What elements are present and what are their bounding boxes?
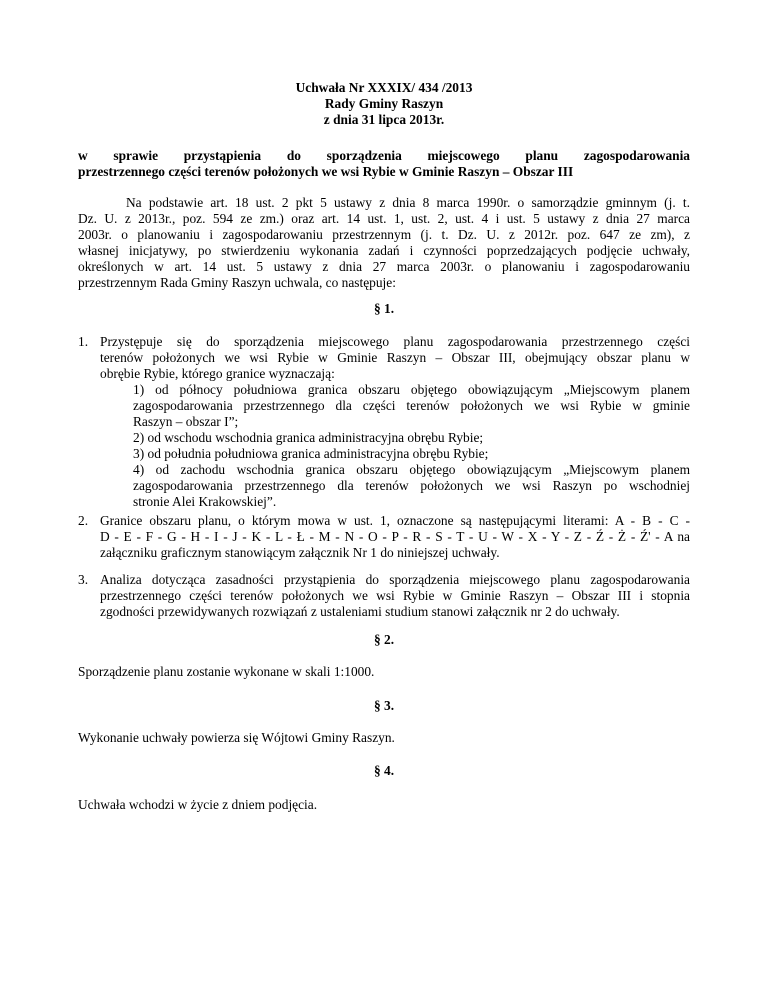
resolution-header (0, 80, 768, 128)
section-heading-4: § 4. (373, 763, 395, 778)
paragraph-4-text: Uchwała wchodzi w życie z dniem podjęcia. (78, 797, 318, 812)
paragraph-1-item-3 (78, 572, 690, 620)
point-line: zagospodarowania przestrzennego dla części terenów położonych we wsi Rybie w gminie (133, 398, 690, 413)
point-line: zagospodarowania przestrzennego dla terenów położonych we wsi Raszyn po wschodniej (133, 478, 690, 493)
section-heading-2: § 2. (373, 632, 395, 647)
item-number: 3. (78, 572, 89, 587)
preamble-line: przestrzennym Rada Gminy Raszyn uchwala, co następuje: (78, 275, 396, 290)
preamble (78, 195, 690, 291)
preamble-line: Dz. U. z 2013r., poz. 594 ze zm.) oraz art. 14 ust. 1, ust. 2, ust. 4 i ust. 5 ustawy z dnia 27 marca (78, 211, 690, 226)
paragraph-1-item-2 (78, 513, 690, 561)
item-line: załączniku graficznym stanowiącym załącznik Nr 1 do niniejszej uchwały. (100, 545, 500, 560)
resolution-title: Uchwała Nr XXXIX/ 434 /2013 (295, 80, 473, 95)
resolution-date: z dnia 31 lipca 2013r. (323, 112, 445, 127)
item-line: terenów położonych we wsi Rybie w Gminie Raszyn – Obszar III, obejmujący obszar planu w (100, 350, 690, 365)
subject-line: przestrzennego części terenów położonych we wsi Rybie w Gminie Raszyn – Obszar III (78, 164, 574, 179)
resolution-subject (78, 148, 690, 180)
paragraph-2-text: Sporządzenie planu zostanie wykonane w skali 1:1000. (78, 664, 375, 679)
item-line: Granice obszaru planu, o którym mowa w ust. 1, oznaczone są następującymi literami: A - B - C - (100, 513, 690, 528)
section-heading-3: § 3. (373, 698, 395, 713)
item-line: D - E - F - G - H - I - J - K - L - Ł - M - N - O - P - R - S - T - U - W - X - Y - Z - Ź - Ż - Ź' - A na (100, 529, 690, 544)
item-line: Analiza dotycząca zasadności przystąpienia do sporządzenia miejscowego planu zagospodarowania (100, 572, 690, 587)
paragraph-3-text: Wykonanie uchwały powierza się Wójtowi Gminy Raszyn. (78, 730, 395, 745)
paragraph-1-item-1 (78, 334, 690, 510)
preamble-line: 2003r. o planowaniu i zagospodarowaniu przestrzennym (j. t. Dz. U. z 2012r. poz. 647 ze zm), z (78, 227, 690, 242)
resolution-org: Rady Gminy Raszyn (324, 96, 444, 111)
point-line: 2) od wschodu wschodnia granica administracyjna obrębu Rybie; (133, 430, 484, 445)
point-line: 4) od zachodu wschodnia granica obszaru objętego obowiązującym „Miejscowym planem (133, 462, 690, 477)
subject-line: w sprawie przystąpienia do sporządzenia miejscowego planu zagospodarowania (78, 148, 690, 163)
item-line: przestrzennego części terenów położonych we wsi Rybie w Gminie Raszyn – Obszar III i stopnia (100, 588, 690, 603)
item-line: zgodności przewidywanych rozwiązań z ustaleniami studium stanowi załącznik nr 2 do uchwały. (100, 604, 620, 619)
item-number: 2. (78, 513, 89, 528)
preamble-line: określonych w art. 14 ust. 5 ustawy z dnia 27 marca 2003r. o planowaniu i zagospodarowaniu (78, 259, 690, 274)
preamble-line: Na podstawie art. 18 ust. 2 pkt 5 ustawy z dnia 8 marca 1990r. o samorządzie gminnym (j. t. (126, 195, 690, 210)
item-line: Przystępuje się do sporządzenia miejscowego planu zagospodarowania przestrzennego części (100, 334, 690, 349)
point-line: 1) od północy południowa granica obszaru objętego obowiązującym „Miejscowym planem (133, 382, 690, 397)
point-line: stronie Alei Krakowskiej”. (133, 494, 277, 509)
item-line: obrębie Rybie, którego granice wyznaczają: (100, 366, 335, 381)
item-number: 1. (78, 334, 89, 349)
point-line: Raszyn – obszar I”; (133, 414, 239, 429)
point-line: 3) od południa południowa granica administracyjna obrębu Rybie; (133, 446, 489, 461)
section-heading-1: § 1. (373, 301, 395, 316)
preamble-line: własnej inicjatywy, po stwierdzeniu wykonania zadań i czynności poprzedzających podjęcie uchwały, (78, 243, 690, 258)
boundary-points (133, 382, 690, 510)
